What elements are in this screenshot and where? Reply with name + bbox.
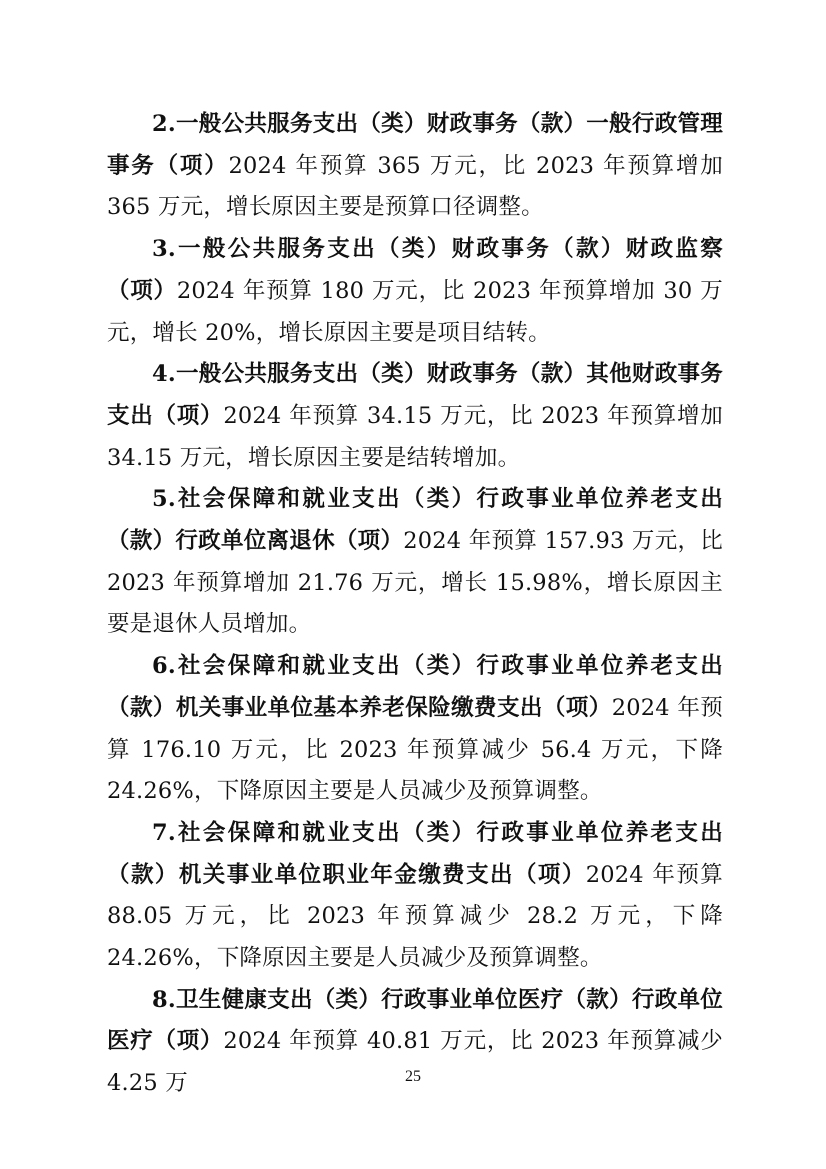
- paragraph-text: 2024 年预算 34.15 万元，比 2023 年预算增加 34.15 万元，增长原因主要是结转增加。: [107, 402, 723, 471]
- paragraph-item-4: [107, 354, 723, 479]
- paragraph-text: 2024 年预算 176.10 万元，比 2023 年预算减少 56.4 万元，下降 24.26%，下降原因主要是人员减少及预算调整。: [107, 694, 723, 805]
- paragraph-item-8: [107, 980, 723, 1105]
- paragraph-heading: 2.一般公共服务支出（类）财政事务（款）一般行政管理事务（项）: [107, 111, 723, 179]
- paragraph-text: 2024 年预算 365 万元，比 2023 年预算增加 365 万元，增长原因主要是预算口径调整。: [107, 152, 723, 221]
- paragraph-item-3: [107, 229, 723, 354]
- paragraph-heading: 3.一般公共服务支出（类）财政事务（款）财政监察（项）: [107, 236, 723, 304]
- paragraph-text: 2024 年预算 180 万元，比 2023 年预算增加 30 万元，增长 20%，增长原因主要是项目结转。: [107, 277, 723, 346]
- paragraph-heading: 8.卫生健康支出（类）行政事业单位医疗（款）行政单位医疗（项）: [107, 986, 723, 1055]
- paragraph-heading: 6.社会保障和就业支出（类）行政事业单位养老支出（款）机关事业单位基本养老保险缴费支出（项）: [107, 653, 723, 721]
- paragraph-text: 2024 年预算 157.93 万元，比 2023 年预算增加 21.76 万元，增长 15.98%，增长原因主要是退休人员增加。: [107, 528, 723, 638]
- paragraph-item-2: [107, 104, 723, 229]
- paragraph-item-7: [107, 813, 723, 980]
- paragraph-heading: 5.社会保障和就业支出（类）行政事业单位养老支出（款）行政单位离退休（项）: [107, 486, 723, 555]
- document-body: [107, 104, 723, 1105]
- paragraph-item-5: [107, 479, 723, 646]
- paragraph-text: 2024 年预算 40.81 万元，比 2023 年预算减少 4.25 万: [107, 1028, 723, 1097]
- page-number: 25: [405, 1068, 421, 1085]
- paragraph-heading: 4.一般公共服务支出（类）财政事务（款）其他财政事务支出（项）: [107, 361, 723, 429]
- paragraph-item-6: [107, 646, 723, 813]
- paragraph-text: 2024 年预算 88.05 万元，比 2023 年预算减少 28.2 万元，下降 24.26%，下降原因主要是人员减少及预算调整。: [107, 861, 723, 972]
- paragraph-heading: 7.社会保障和就业支出（类）行政事业单位养老支出（款）机关事业单位职业年金缴费支出（项）: [107, 819, 723, 888]
